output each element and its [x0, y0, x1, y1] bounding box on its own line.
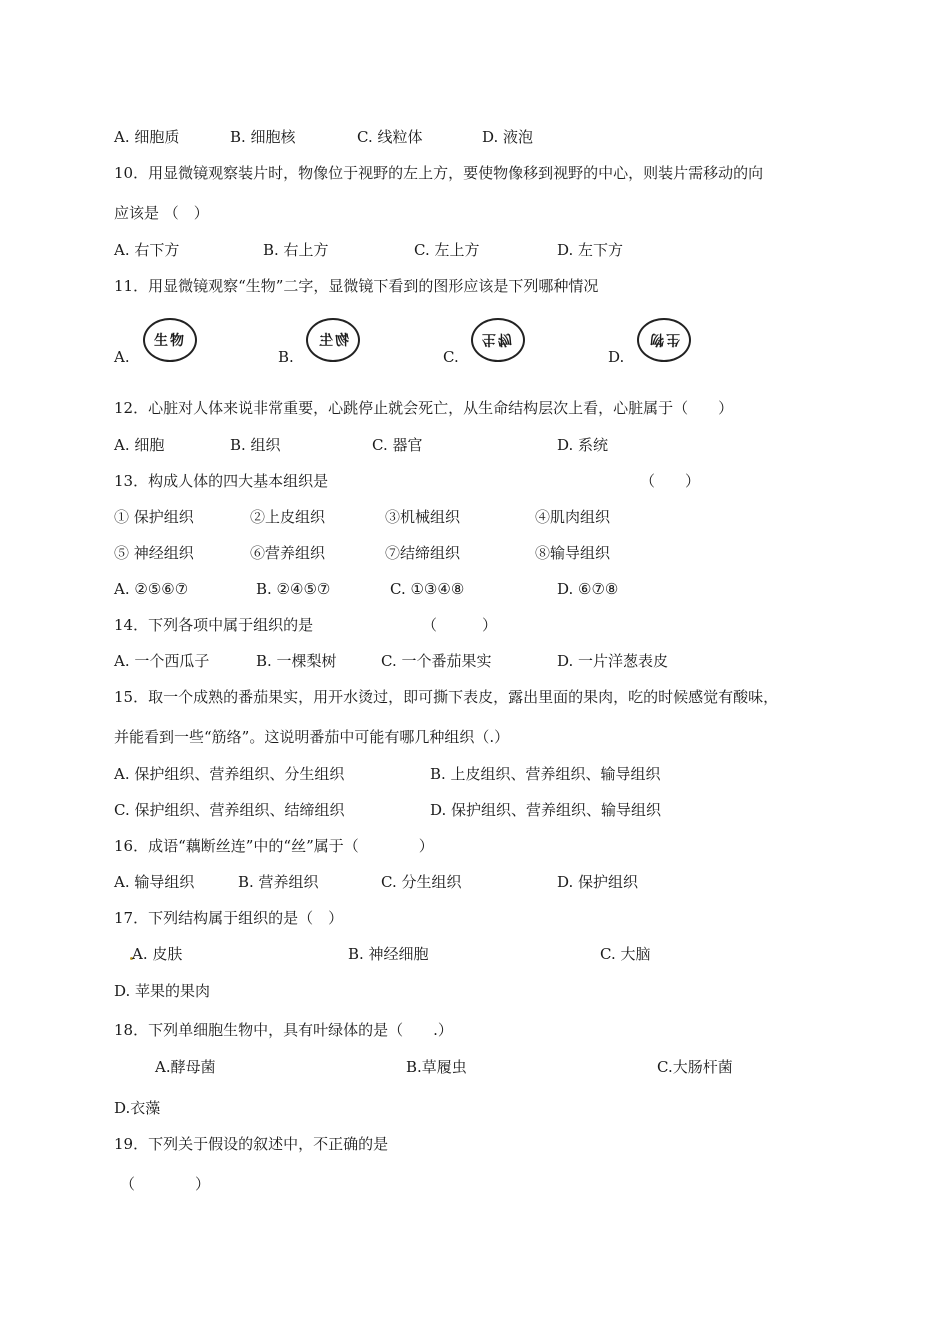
- q19-stem: 19．下列关于假设的叙述中，不正确的是: [114, 1135, 389, 1153]
- q14-option-b: B. 一棵梨树: [256, 652, 337, 670]
- q13-item-5: ⑤ 神经组织: [114, 544, 194, 562]
- q15-option-b: B. 上皮组织、营养组织、输导组织: [430, 765, 661, 783]
- q18-option-d: D.衣藻: [114, 1099, 161, 1117]
- q17-option-a: A. 皮肤: [132, 945, 183, 963]
- q13-item-3: ③机械组织: [385, 508, 461, 526]
- q15-option-a: A. 保护组织、营养组织、分生组织: [114, 765, 345, 783]
- q14-option-c: C. 一个番茄果实: [381, 652, 492, 670]
- q13-item-6: ⑥营养组织: [250, 544, 326, 562]
- q11-figure-a-text: 生物: [154, 333, 186, 349]
- q11-figure-b: [306, 318, 360, 362]
- q16-stem: 16．成语“藕断丝连”中的“丝”属于（ ）: [114, 837, 434, 855]
- q17-option-b: B. 神经细胞: [348, 945, 429, 963]
- q17-option-d: D. 苹果的果肉: [114, 982, 211, 1000]
- q15-stem-line2: 并能看到一些“筋络”。这说明番茄中可能有哪几种组织（.）: [114, 728, 510, 746]
- q12-option-d: D. 系统: [557, 436, 609, 454]
- q11-figure-d: [637, 318, 691, 362]
- q10-stem-line1: 10．用显微镜观察装片时，物像位于视野的左上方，要使物像移到视野的中心，则装片需移动的向: [114, 164, 764, 182]
- q15-stem-line1: 15．取一个成熟的番茄果实，用开水烫过，即可撕下表皮，露出里面的果肉，吃的时候感觉有酸味，: [114, 688, 779, 706]
- q15-option-c: C. 保护组织、营养组织、结缔组织: [114, 801, 345, 819]
- q14-stem: 14．下列各项中属于组织的是: [114, 616, 314, 634]
- q10-option-a: A. 右下方: [114, 241, 180, 259]
- q18-option-b: B.草履虫: [406, 1058, 467, 1076]
- q18-stem: 18．下列单细胞生物中，具有叶绿体的是（ .）: [114, 1021, 453, 1039]
- q13-item-1: ① 保护组织: [114, 508, 194, 526]
- q11-label-a: A.: [114, 348, 130, 366]
- q17-option-c: C. 大脑: [600, 945, 651, 963]
- q16-option-c: C. 分生组织: [381, 873, 462, 891]
- q9-option-d: D. 液泡: [482, 128, 534, 146]
- q16-option-a: A. 输导组织: [114, 873, 195, 891]
- q11-figure-d-text: 生物: [648, 331, 680, 347]
- q14-option-a: A. 一个西瓜子: [114, 652, 210, 670]
- q11-figure-c: [471, 318, 525, 362]
- q19-answer-paren: （ ）: [120, 1175, 211, 1193]
- q16-option-d: D. 保护组织: [557, 873, 639, 891]
- q13-option-c: C. ①③④⑧: [390, 580, 465, 598]
- q18-option-a: A.酵母菌: [155, 1058, 216, 1076]
- q11-stem: 11．用显微镜观察“生物”二字，显微镜下看到的图形应该是下列哪种情况: [114, 277, 599, 295]
- q10-option-c: C. 左上方: [414, 241, 480, 259]
- q11-figure-a: [143, 318, 197, 362]
- q13-item-4: ④肌肉组织: [535, 508, 611, 526]
- q13-item-2: ②上皮组织: [250, 508, 326, 526]
- q13-answer-paren: （ ）: [640, 472, 701, 490]
- q10-stem-line2: 应该是 （ ）: [114, 204, 209, 222]
- q10-option-b: B. 右上方: [263, 241, 329, 259]
- q12-option-a: A. 细胞: [114, 436, 165, 454]
- q11-label-b: B.: [278, 348, 294, 366]
- q12-stem: 12．心脏对人体来说非常重要，心跳停止就会死亡，从生命结构层次上看，心脏属于（ ）: [114, 399, 734, 417]
- q14-option-d: D. 一片洋葱表皮: [557, 652, 669, 670]
- q12-option-c: C. 器官: [372, 436, 423, 454]
- q10-option-d: D. 左下方: [557, 241, 624, 259]
- q9-option-b: B. 细胞核: [230, 128, 296, 146]
- q16-option-b: B. 营养组织: [238, 873, 319, 891]
- q13-item-8: ⑧输导组织: [535, 544, 611, 562]
- q13-option-d: D. ⑥⑦⑧: [557, 580, 619, 598]
- q15-option-d: D. 保护组织、营养组织、输导组织: [430, 801, 662, 819]
- q11-label-d: D.: [608, 348, 625, 366]
- q14-answer-paren: （ ）: [422, 616, 498, 634]
- q13-option-a: A. ②⑤⑥⑦: [114, 580, 189, 598]
- q13-option-b: B. ②④⑤⑦: [256, 580, 331, 598]
- q11-figure-c-text: 生物: [482, 331, 514, 347]
- q9-option-c: C. 线粒体: [357, 128, 423, 146]
- q18-option-c: C.大肠杆菌: [657, 1058, 733, 1076]
- q11-label-c: C.: [443, 348, 459, 366]
- q9-option-a: A. 细胞质: [114, 128, 180, 146]
- q13-stem: 13．构成人体的四大基本组织是: [114, 472, 329, 490]
- q17-stem: 17．下列结构属于组织的是（ ）: [114, 909, 344, 927]
- q13-item-7: ⑦结缔组织: [385, 544, 461, 562]
- q11-figure-b-text: 物生: [317, 333, 349, 349]
- q12-option-b: B. 组织: [230, 436, 281, 454]
